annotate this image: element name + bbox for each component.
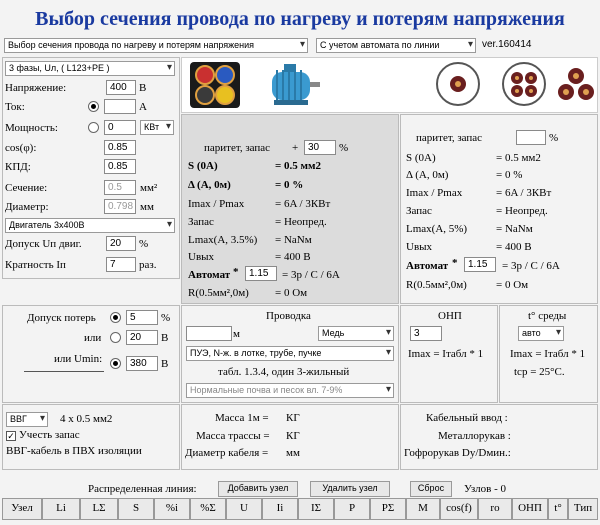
- mass-route-unit: КГ: [286, 430, 300, 442]
- mode-select[interactable]: Выбор сечения провода по нагреву и потерям напряжения ▾: [4, 38, 308, 53]
- eff-input[interactable]: 0.85: [104, 159, 136, 174]
- right-d-label: Δ (A, 0м): [406, 169, 449, 181]
- mid-uvyh-value: = 400 В: [275, 251, 311, 263]
- diameter-input[interactable]: 0.798: [104, 199, 136, 214]
- mid-d-value: = 0 %: [275, 179, 304, 191]
- right-uvyh-label: Uвых: [406, 241, 433, 253]
- losses-volt-radio[interactable]: [110, 332, 121, 343]
- cable-type-select[interactable]: ВВГ ▾: [6, 412, 48, 427]
- motor-select[interactable]: Двигатель 3х400В ▾: [5, 218, 175, 233]
- mid-auto-label: Автомат: [188, 269, 231, 281]
- right-s-value: = 0.5 мм2: [496, 152, 541, 164]
- header-ii[interactable]: Ii: [262, 498, 298, 520]
- mid-reserve-label: Запас: [188, 216, 214, 228]
- right-auto-label: Автомат: [406, 260, 449, 272]
- losses-percent-input[interactable]: 5: [126, 310, 158, 325]
- losses-or-2: или Umin:: [54, 353, 103, 365]
- right-uvyh-value: = 400 В: [496, 241, 532, 253]
- losses-percent-radio[interactable]: [110, 312, 121, 323]
- reset-button[interactable]: Сброс: [410, 481, 452, 497]
- header-u[interactable]: U: [226, 498, 262, 520]
- onp-title: ОНП: [438, 310, 462, 322]
- mass-route-label: Масса трассы =: [196, 430, 270, 442]
- wiring-length-unit: м: [233, 328, 240, 340]
- mid-auto-star: *: [233, 266, 239, 278]
- mid-d-label: Δ (A, 0м): [188, 179, 231, 191]
- current-radio[interactable]: [88, 101, 99, 112]
- losses-percent-unit: %: [161, 312, 171, 324]
- motor-icon: [262, 62, 324, 108]
- losses-umin-input[interactable]: 380: [126, 356, 158, 371]
- reserve-checkbox[interactable]: ✓: [7, 431, 15, 441]
- cable-bundle-icon: [500, 60, 548, 108]
- wiring-table-ref: табл. 1.3.4, один 3-жильный: [218, 366, 350, 378]
- header-s[interactable]: S: [118, 498, 154, 520]
- header-pct-sum[interactable]: %Σ: [190, 498, 226, 520]
- right-lmax-value: = NaNм: [496, 223, 533, 235]
- diameter-label: Диаметр:: [5, 201, 49, 213]
- mid-parity-unit: %: [339, 142, 349, 154]
- right-imax-value: = 6A / 3КВт: [496, 187, 552, 199]
- breaker-select[interactable]: С учетом автомата по линии ▾: [316, 38, 476, 53]
- header-p[interactable]: P: [334, 498, 370, 520]
- mid-auto-input[interactable]: 1.15: [245, 266, 277, 281]
- right-reserve-label: Запас: [406, 205, 432, 217]
- header-t[interactable]: t°: [548, 498, 568, 520]
- multiplicity-input[interactable]: 7: [106, 257, 136, 272]
- right-imax-label: Imax / Pmax: [406, 187, 463, 199]
- losses-label: Допуск потерь: [27, 312, 96, 324]
- mid-imax-label: Imax / Pmax: [188, 198, 245, 210]
- remove-node-button[interactable]: Удалить узел: [310, 481, 390, 497]
- power-radio[interactable]: [88, 122, 99, 133]
- mass1-unit: КГ: [286, 412, 300, 424]
- tolerance-input[interactable]: 20: [106, 236, 136, 251]
- voltage-label: Напряжение:: [5, 82, 67, 94]
- wiring-method-select[interactable]: ПУЭ, N-ж. в лотке, трубе, пучке ▾: [186, 346, 394, 361]
- metal-hose-label: Металлорукав :: [438, 430, 511, 442]
- losses-umin-unit: В: [161, 358, 169, 370]
- nodes-count: Узлов - 0: [464, 483, 507, 495]
- losses-volt-unit: В: [161, 332, 169, 344]
- right-parity-input[interactable]: [516, 130, 546, 145]
- header-node[interactable]: Узел: [2, 498, 42, 520]
- power-input[interactable]: 0: [104, 120, 136, 135]
- losses-volt-input[interactable]: 20: [126, 330, 158, 345]
- mid-reserve-value: = Неопред.: [275, 216, 327, 228]
- env-select[interactable]: авто ▾: [518, 326, 564, 341]
- right-reserve-value: = Неопред.: [496, 205, 548, 217]
- right-auto-input[interactable]: 1.15: [464, 257, 496, 272]
- current-input[interactable]: [104, 99, 136, 114]
- cable-cross-section-icon: [190, 62, 240, 108]
- onp-input[interactable]: 3: [410, 326, 442, 341]
- mid-r-label: R(0.5мм²,0м): [188, 287, 249, 299]
- wiring-length-input[interactable]: [186, 326, 232, 341]
- mid-r-value: = 0 Ом: [275, 287, 308, 299]
- single-cable-icon: [434, 60, 482, 108]
- voltage-input[interactable]: 400: [106, 80, 136, 95]
- section-label: Сечение:: [5, 182, 48, 194]
- gofro-hose-label: Гофрорукав Dу/Dмин.:: [404, 447, 511, 459]
- right-auto-star: *: [452, 257, 458, 269]
- wiring-material-select[interactable]: Медь ▾: [318, 326, 394, 341]
- mid-uvyh-label: Uвых: [188, 251, 215, 263]
- current-unit: А: [139, 101, 147, 113]
- header-psum[interactable]: PΣ: [370, 498, 406, 520]
- right-lmax-label: Lmax(A, 5%): [406, 223, 468, 235]
- mass1-label: Масса 1м =: [215, 412, 269, 424]
- version-label: ver.160414: [482, 39, 532, 50]
- right-parity-label: паритет, запас: [416, 132, 483, 144]
- wiring-soil-select[interactable]: Нормальные почва и песок вл. 7-9% ▾: [186, 383, 394, 398]
- multiplicity-unit: раз.: [139, 259, 157, 271]
- header-isum[interactable]: IΣ: [298, 498, 334, 520]
- current-label: Ток:: [5, 101, 25, 113]
- right-r-label: R(0.5мм²,0м): [406, 279, 467, 291]
- losses-divider: [24, 371, 104, 372]
- diameter-unit: мм: [140, 201, 154, 213]
- mid-lmax-value: = NaNм: [275, 234, 312, 246]
- cable-diameter-label: Диаметр кабеля =: [185, 447, 269, 459]
- right-s-label: S (0A): [406, 152, 436, 164]
- right-auto-value: = 3р / С / 6А: [502, 260, 560, 272]
- power-unit-select[interactable]: КВт ▾: [140, 120, 174, 135]
- right-parity-unit: %: [549, 132, 559, 144]
- voltage-unit: В: [139, 82, 147, 94]
- section-unit: мм²: [140, 182, 158, 194]
- eff-label: КПД:: [5, 161, 31, 173]
- phase-select[interactable]: 3 фазы, Uл, ( L123+PE ) ▾: [5, 61, 175, 76]
- header-li[interactable]: Li: [42, 498, 80, 520]
- mid-parity-input[interactable]: 30: [304, 140, 336, 155]
- cable-entry-label: Кабельный ввод :: [426, 412, 508, 424]
- mid-s-label: S (0A): [188, 160, 218, 172]
- mid-parity-sign: +: [292, 142, 299, 154]
- mid-parity-label: паритет, запас: [204, 142, 271, 154]
- multiplicity-label: Кратность Iп: [5, 259, 66, 271]
- header-m[interactable]: M: [406, 498, 440, 520]
- cable-size: 4 x 0.5 мм2: [60, 413, 113, 425]
- right-r-value: = 0 Ом: [496, 279, 529, 291]
- cos-label: cos(φ):: [5, 142, 37, 154]
- onp-formula: Imax = Iтабл * 1: [408, 348, 484, 360]
- cable-diameter-unit: мм: [286, 447, 300, 459]
- header-type[interactable]: Тип: [568, 498, 598, 520]
- losses-umin-radio[interactable]: [110, 358, 121, 369]
- add-node-button[interactable]: Добавить узел: [218, 481, 298, 497]
- header-onp[interactable]: ОНП: [512, 498, 548, 520]
- env-tcp: tср = 25°С.: [514, 366, 565, 378]
- header-lsum[interactable]: LΣ: [80, 498, 118, 520]
- page-title: Выбор сечения провода по нагреву и потерям напряжения: [35, 8, 565, 30]
- cable-group-icon: [556, 64, 596, 108]
- header-cos[interactable]: cos(f): [440, 498, 478, 520]
- reserve-checkbox-label: Учесть запас: [19, 429, 80, 441]
- mid-lmax-label: Lmax(A, 3.5%): [188, 234, 258, 246]
- header-pct-i[interactable]: %i: [154, 498, 190, 520]
- power-label: Мощность:: [5, 122, 58, 134]
- header-ro[interactable]: ro: [478, 498, 512, 520]
- mid-auto-value: = 3р / С / 6А: [282, 269, 340, 281]
- env-formula: Imax = Iтабл * 1: [510, 348, 586, 360]
- tolerance-unit: %: [139, 238, 149, 250]
- mid-imax-value: = 6A / 3КВт: [275, 198, 331, 210]
- cos-input[interactable]: 0.85: [104, 140, 136, 155]
- env-title: t° среды: [528, 310, 567, 322]
- wiring-title: Проводка: [266, 310, 311, 322]
- section-input[interactable]: 0.5: [104, 180, 136, 195]
- tolerance-label: Допуск Uп двиг.: [5, 238, 82, 250]
- cable-description: ВВГ-кабель в ПВХ изоляции: [6, 445, 142, 457]
- right-d-value: = 0 %: [496, 169, 523, 181]
- mid-s-value: = 0.5 мм2: [275, 160, 322, 172]
- distributed-label: Распределенная линия:: [88, 483, 197, 495]
- losses-or-1: или: [84, 332, 102, 344]
